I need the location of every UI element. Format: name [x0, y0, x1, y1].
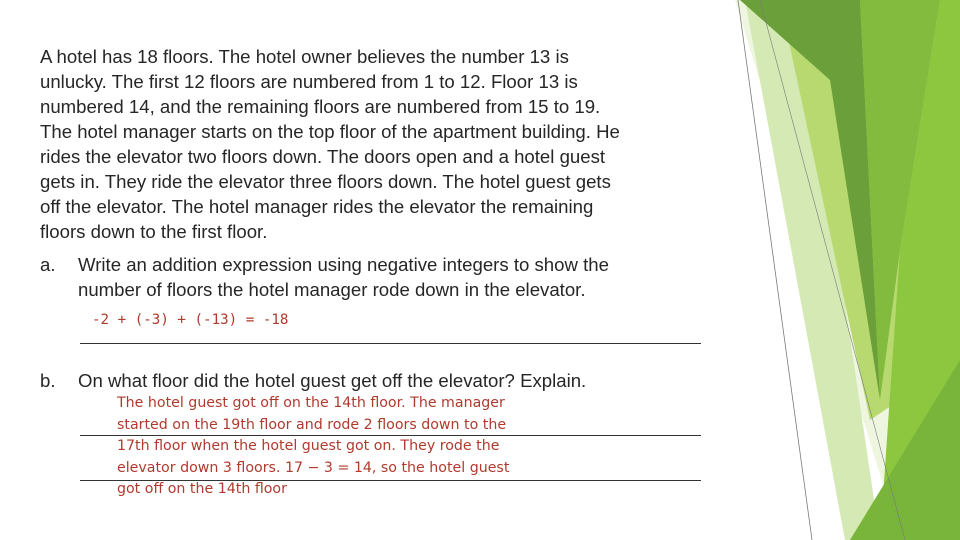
part-b-answer-line: elevator down 3 floors. 17 − 3 = 14, so the hotel guest [117, 459, 510, 476]
problem-line: off the elevator. The hotel manager rides the elevator the remaining [40, 196, 594, 217]
problem-line: numbered 14, and the remaining floors are numbered from 15 to 19. [40, 96, 601, 117]
part-a-question [78, 252, 678, 302]
part-b-label: b. [40, 370, 56, 391]
part-b-answer-line: The hotel guest got off on the 14th floor. The manager [117, 395, 505, 411]
problem-line: unlucky. The first 12 floors are numbered from 1 to 12. Floor 13 is [40, 71, 578, 92]
part-a [40, 252, 700, 302]
part-b [40, 368, 700, 393]
part-a-question-line: Write an addition expression using negative integers to show the [78, 254, 609, 275]
part-a-answer: -2 + (-3) + (-13) = -18 [92, 312, 289, 328]
part-b-answer-line: started on the 19th floor and rode 2 floors down to the [117, 416, 507, 433]
answer-line [80, 343, 701, 344]
problem-line: A hotel has 18 floors. The hotel owner believes the number 13 is [40, 46, 569, 67]
problem-line: floors down to the first floor. [40, 221, 268, 242]
part-b-answer-line: 17th floor when the hotel guest got on. They rode the [117, 438, 500, 454]
part-b-answer [117, 393, 567, 501]
problem-line: The hotel manager starts on the top floor of the apartment building. He [40, 121, 620, 142]
part-b-answer-line: got off on the 14th floor [117, 481, 287, 497]
problem-line: gets in. They ride the elevator three floors down. The hotel guest gets [40, 171, 611, 192]
problem-line: rides the elevator two floors down. The doors open and a hotel guest [40, 146, 606, 167]
part-a-question-line: number of floors the hotel manager rode down in the elevator. [78, 279, 586, 300]
part-b-question: On what floor did the hotel guest get off the elevator? Explain. [78, 370, 587, 391]
part-a-label: a. [40, 254, 56, 275]
problem-text [40, 44, 700, 244]
